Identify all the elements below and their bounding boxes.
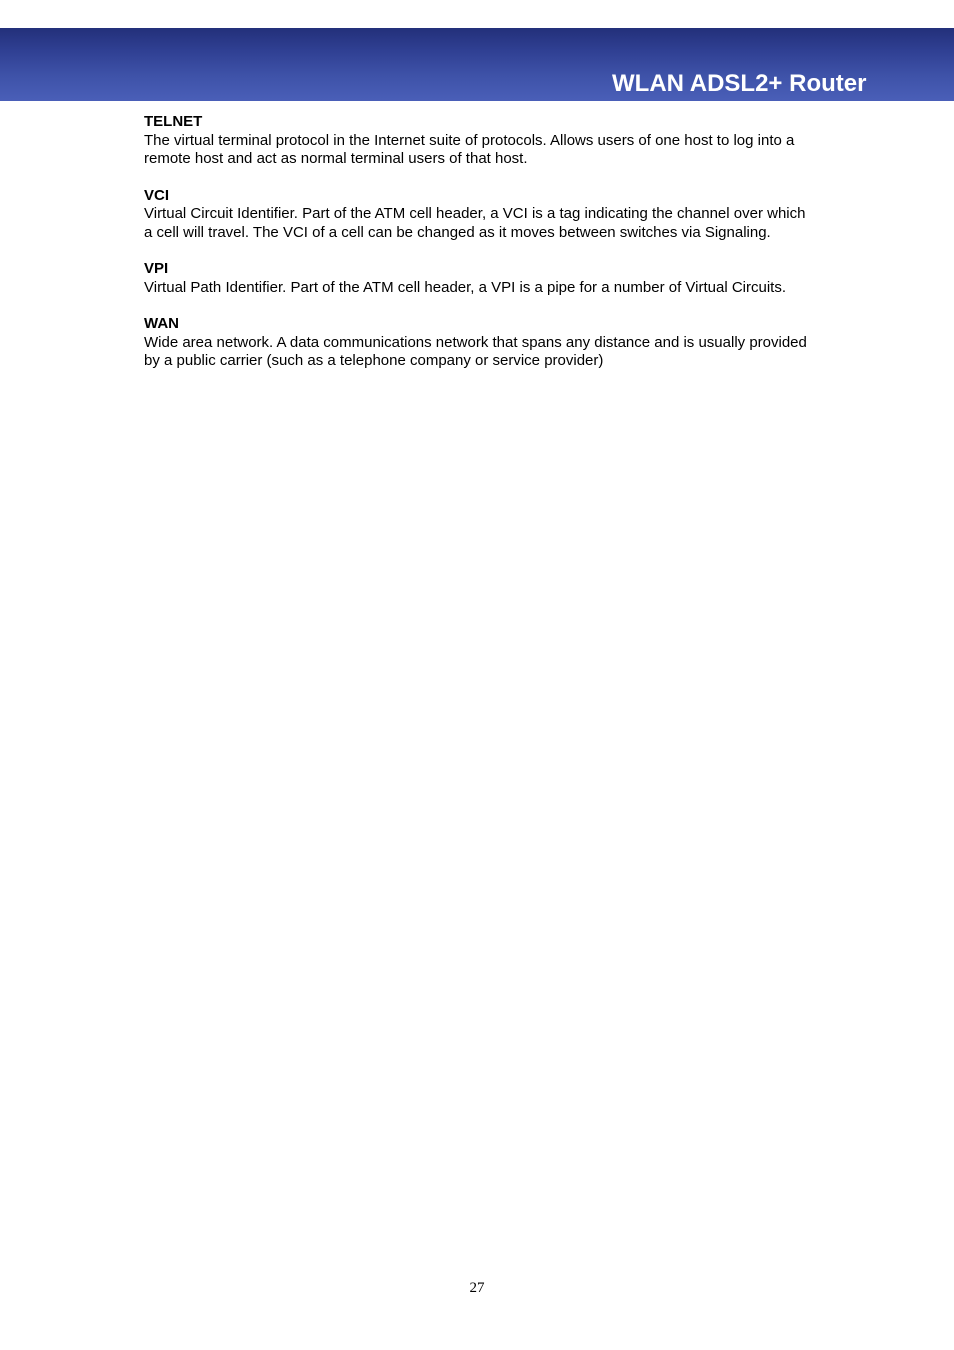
glossary-definition: Virtual Circuit Identifier. Part of the ATM cell header, a VCI is a tag indicating the channel over which a cell will travel. The VCI of a cell can be changed as it moves between switches via Signaling.	[144, 205, 806, 241]
glossary-term: WAN	[144, 315, 179, 332]
glossary-term: TELNET	[144, 113, 203, 130]
glossary-term: VPI	[144, 260, 169, 277]
glossary-entry-wan	[144, 315, 814, 371]
glossary-definition: The virtual terminal protocol in the Internet suite of protocols. Allows users of one host to log into a remote host and act as normal terminal users of that host.	[144, 131, 795, 167]
glossary-term: VCI	[144, 186, 170, 204]
glossary-definition: Wide area network. A data communications network that spans any distance and is usually provided by a public carrier (such as a telephone company or service provider)	[144, 333, 807, 369]
glossary-content	[144, 113, 814, 389]
document-title: WLAN ADSL2+ Router	[612, 70, 867, 97]
header-banner	[0, 28, 954, 101]
glossary-entry-telnet	[144, 113, 814, 169]
page-number: 27	[469, 1280, 485, 1296]
glossary-entry-vci	[144, 187, 814, 243]
glossary-definition: Virtual Path Identifier. Part of the ATM cell header, a VPI is a pipe for a number of Virtual Circuits.	[144, 278, 786, 296]
glossary-entry-vpi	[144, 260, 814, 297]
